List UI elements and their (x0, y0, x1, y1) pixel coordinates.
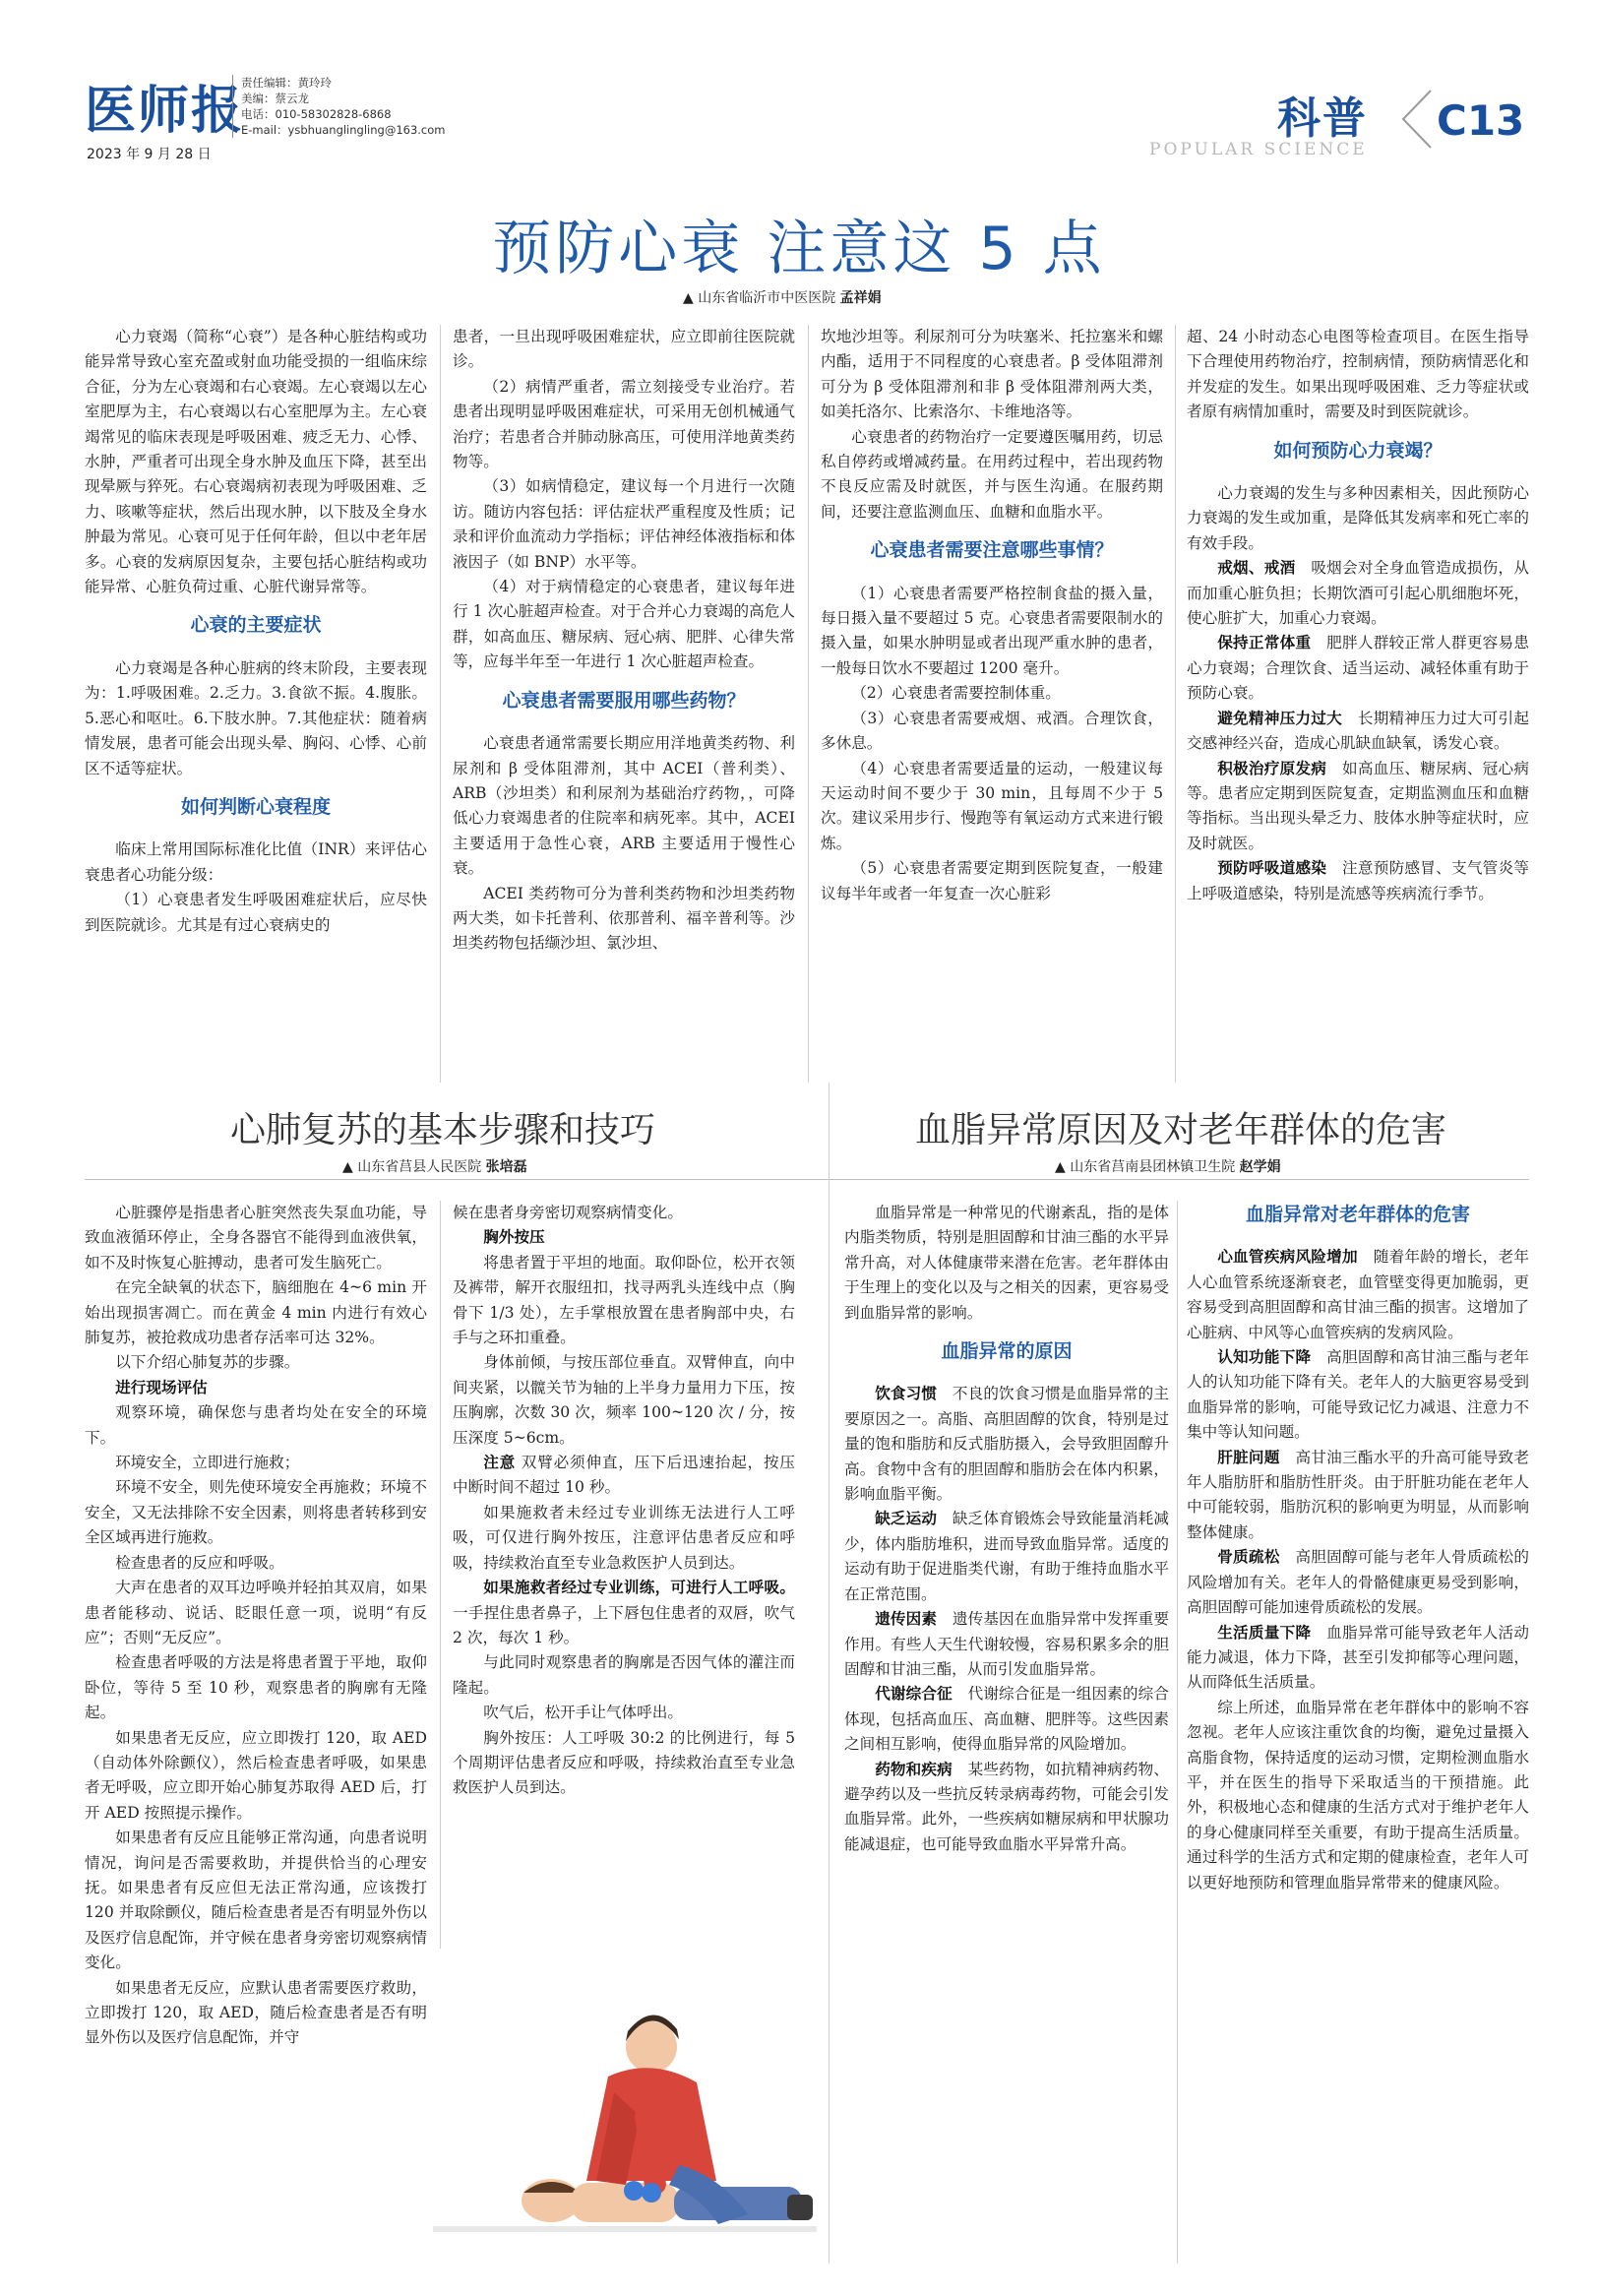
subheading-precautions: 心衰患者需要注意哪些事情？ (870, 539, 1114, 562)
byline-org: ▲ 山东省临沂市中医医院 (683, 290, 836, 306)
column-divider (1175, 325, 1176, 1083)
lead-in: 生活质量下降 (1217, 1623, 1312, 1642)
paragraph (453, 1451, 795, 1501)
subheading-causes: 血脂异常的原因 (941, 1340, 1073, 1363)
paragraph: 候在患者身旁密切观察病情变化。 (453, 1204, 683, 1221)
article-2-byline (342, 1156, 527, 1176)
subheading-prevention: 如何预防心力衰竭？ (1273, 439, 1443, 462)
article-2-column-2 (453, 1201, 795, 1958)
paragraph (1187, 1621, 1529, 1696)
newspaper-logo: 医师报 (85, 81, 245, 141)
editor-info (232, 75, 446, 138)
designer-line: 美编：蔡云龙 (241, 92, 309, 105)
subheading-medication: 心衰患者需要服用哪些药物？ (502, 689, 746, 712)
paragraph-text: 高甘油三酯水平的升高可能导致老年人脂肪肝和脂肪性肝炎。由于肝脏功能在老年人中可能较弱，脂肪沉积的影响更为明显，从而影响整体健康。 (1187, 1448, 1529, 1541)
paragraph (1187, 856, 1529, 906)
paragraph-text: 肥胖人群较正常人群更容易患心力衰竭；合理饮食、适当运动、减轻体重有助于预防心衰。 (1187, 634, 1529, 703)
issue-date: 2023 年 9 月 28 日 (87, 147, 212, 162)
byline-org: ▲ 山东省莒南县团林镇卫生院 (1055, 1159, 1236, 1175)
column-divider (808, 325, 809, 1083)
article-1-column-3 (821, 325, 1163, 1092)
paragraph (844, 1507, 1169, 1607)
paragraph: （3）心衰患者需要戒烟、戒酒。合理饮食，多休息。 (821, 709, 1163, 753)
lead-in: 饮食习惯 (875, 1385, 938, 1403)
lead-in: 保持正常体重 (1217, 634, 1312, 652)
paragraph: 临床上常用国际标准化比值（INR）来评估心衰患者心功能分级： (85, 840, 427, 884)
paragraph: （1）心衰患者需要严格控制食盐的摄入量，每日摄入量不要超过 5 克。心衰患者需要限制水的摄入量，如果水肿明显或者出现严重水肿的患者，一般每日饮水不要超过 1200 毫升。 (821, 584, 1163, 677)
column-divider (829, 1083, 830, 2264)
section-divider (85, 1179, 1529, 1180)
paragraph-text: 一手捏住患者鼻子，上下唇包住患者的双唇，吹气 2 次，每次 1 秒。 (453, 1603, 795, 1646)
paragraph (1187, 1545, 1529, 1620)
article-1-column-1 (85, 325, 427, 1092)
article-3-title: 血脂异常原因及对老年群体的危害 (915, 1110, 1447, 1150)
paragraph (453, 1576, 795, 1650)
paragraph (844, 1682, 1169, 1757)
paragraph: 坎地沙坦等。利尿剂可分为呋塞米、托拉塞米和螺内酯，适用于不同程度的心衰患者。β 受体阻滞剂可分为 β 受体阻滞剂和非 β 受体阻滞剂两大类，如美托洛尔、比索洛尔、卡维地洛等。 (821, 328, 1163, 421)
lead-in: 认知功能下降 (1217, 1348, 1312, 1367)
chevron-left-icon (1395, 85, 1439, 154)
article-3-column-1 (844, 1201, 1169, 2264)
paragraph-text: 吸烟会对全身血管造成损伤，从而加重心脏负担；长期饮酒可引起心肌细胞坏死，使心脏扩大，加重心力衰竭。 (1187, 559, 1529, 628)
paragraph: 心衰患者的药物治疗一定要遵医嘱用药，切忌私自停药或增减药量。在用药过程中，若出现药物不良反应需及时就医，并与医生沟通。在服药期间，还要注意监测血压、血糖和血脂水平。 (821, 427, 1163, 521)
column-divider (440, 1201, 441, 1949)
paragraph: 大声在患者的双耳边呼唤并轻拍其双肩，如果患者能移动、说话、眨眼任意一项，说明“有反应”；否则“无反应”。 (85, 1579, 427, 1646)
masthead (0, 0, 1598, 167)
paragraph: （3）如病情稳定，建议每一个月进行一次随访。随访内容包括：评估症状严重程度及性质；记录和评价血流动力学指标；评估神经体液指标和体液因子（如 BNP）水平等。 (453, 477, 795, 571)
editor-line: 责任编辑：黄玲玲 (241, 76, 332, 90)
phone-line: 电话：010-58302828-6868 (241, 107, 392, 121)
lead-in: 药物和疾病 (875, 1760, 953, 1778)
lead-in: 骨质疏松 (1217, 1548, 1280, 1567)
paragraph (844, 1758, 1169, 1858)
paragraph: （4）对于病情稳定的心衰患者，建议每年进行 1 次心脏超声检查。对于合并心力衰竭的高危人群，如高血压、糖尿病、冠心病、肥胖、心律失常等，应每半年至一年进行 1 次心脏超声检查。 (453, 578, 795, 671)
lead-in: 心血管疾病风险增加 (1217, 1248, 1358, 1267)
paragraph (844, 1382, 1169, 1507)
article-1-title: 预防心衰 注意这 5 点 (492, 215, 1106, 283)
paragraph-text: 遗传基因在血脂异常中发挥重要作用。有些人天生代谢较慢，容易积累多余的胆固醇和甘油三酯，从而引发血脂异常。 (844, 1610, 1169, 1678)
paragraph: 心力衰竭的发生与多种因素相关，因此预防心力衰竭的发生或加重，是降低其发病率和死亡率的有效手段。 (1187, 484, 1529, 552)
page-number: C13 (1437, 96, 1525, 145)
paragraph: 身体前倾，与按压部位垂直。双臂伸直，向中间夹紧，以髋关节为轴的上半身力量用力下压，按压胸廓，次数 30 次，频率 100~120 次 / 分，按压深度 5~6cm。 (453, 1353, 795, 1447)
paragraph: 如果患者无反应，应立即拨打 120，取 AED（自动体外除颤仪），然后检查患者呼吸，如果患者无呼吸，应立即开始心肺复苏取得 AED 后，打开 AED 按照提示操作。 (85, 1728, 427, 1822)
paragraph: 心力衰竭是各种心脏病的终末阶段，主要表现为：1.呼吸困难。2.乏力。3.食欲不振。4.腹胀。5.恶心和呕吐。6.下肢水肿。7.其他症状：随着病情发展，患者可能会出现头晕、胸闷、心悸、心前区不适等症状。 (85, 658, 427, 777)
paragraph: 综上所述，血脂异常在老年群体中的影响不容忽视。老年人应该注重饮食的均衡，避免过量摄入高脂食物，保持适度的运动习惯，定期检测血脂水平，并在医生的指导下采取适当的干预措施。此外，积极地心态和健康的生活方式对于维护老年人的身心健康同样至关重要，有助于提高生活质量。通过科学的生活方式和定期的健康检查，老年人可以更好地预防和管理血脂异常带来的健康风险。 (1187, 1698, 1529, 1892)
step-heading: 进行现场评估 (115, 1378, 208, 1396)
lead-in: 遗传因素 (875, 1610, 938, 1629)
lead-in: 预防呼吸道感染 (1217, 859, 1327, 878)
section-name: 科普 (1277, 93, 1368, 144)
lead-in: 避免精神压力过大 (1217, 709, 1342, 727)
paragraph: 心脏骤停是指患者心脏突然丧失泵血功能，导致血液循环停止，全身各器官不能得到血液供氧，如不及时恢复心脏搏动，患者可发生脑死亡。 (85, 1204, 427, 1272)
article-1-byline (683, 287, 882, 307)
article-2-column-1 (85, 1201, 427, 2264)
article-3-byline (1055, 1156, 1281, 1176)
paragraph: 与此同时观察患者的胸廓是否因气体的灌注而隆起。 (453, 1653, 795, 1697)
paragraph-text: 高胆固醇可能与老年人骨质疏松的风险增加有关。老年人的骨骼健康更易受到影响，高胆固醇可能加速骨质疏松的发展。 (1187, 1548, 1529, 1617)
paragraph-text: 注意预防感冒、支气管炎等上呼吸道感染，特别是流感等疾病流行季节。 (1187, 859, 1529, 902)
paragraph: 在完全缺氧的状态下，脑细胞在 4~6 min 开始出现损害凋亡。而在黄金 4 min 内进行有效心肺复苏，被抢救成功患者存活率可达 32%。 (85, 1278, 427, 1347)
paragraph: （2）病情严重者，需立刻接受专业治疗。若患者出现明显呼吸困难症状，可采用无创机械通气治疗；若患者合并肺动脉高压，可使用洋地黄类药物等。 (453, 377, 795, 471)
paragraph: （4）心衰患者需要适量的运动，一般建议每天运动时间不要少于 30 min，且每周不少于 5 次。建议采用步行、慢跑等有氧运动方式来进行锻炼。 (821, 759, 1163, 852)
paragraph (1187, 757, 1529, 857)
paragraph-text: 如高血压、糖尿病、冠心病等。患者应定期到医院复查，定期监测血压和血糖等指标。当出现头晕乏力、肢体水肿等症状时，应及时就医。 (1187, 759, 1529, 852)
paragraph: （1）心衰患者发生呼吸困难症状后，应尽快到医院就诊。尤其是有过心衰病史的 (85, 891, 427, 934)
paragraph (1187, 1345, 1529, 1446)
paragraph: 检查患者的反应和呼吸。 (115, 1553, 284, 1572)
article-1-column-2 (453, 325, 795, 1092)
paragraph: （5）心衰患者需要定期到医院复查，一般建议每半年或者一年复查一次心脏彩 (821, 859, 1163, 902)
column-divider (1177, 1201, 1178, 2264)
byline-author: 张培磊 (485, 1159, 527, 1175)
paragraph-text: 不良的饮食习惯是血脂异常的主要原因之一。高脂、高胆固醇的饮食，特别是过量的饱和脂肪和反式脂肪摄入，会导致胆固醇升高。食物中含有的胆固醇和脂肪会在体内积累，影响血脂平衡。 (844, 1385, 1169, 1504)
paragraph: 患者，一旦出现呼吸困难症状，应立即前往医院就诊。 (453, 328, 795, 371)
paragraph: 胸外按压：人工呼吸 30:2 的比例进行，每 5 个周期评估患者反应和呼吸，持续救治直至专业急救医护人员到达。 (453, 1728, 795, 1797)
paragraph: 如果施救者未经过专业训练无法进行人工呼吸，可仅进行胸外按压，注意评估患者反应和呼吸，持续救治直至专业急救医护人员到达。 (453, 1503, 795, 1572)
paragraph (1187, 556, 1529, 631)
byline-author: 孟祥娟 (839, 290, 882, 306)
article-3-column-2 (1187, 1201, 1529, 2264)
paragraph (1187, 1446, 1529, 1546)
paragraph-text: 血脂异常可能导致老年人活动能力减退，体力下降，甚至引发抑郁等心理问题，从而降低生活质量。 (1187, 1623, 1529, 1692)
column-divider (440, 325, 441, 1083)
paragraph (1187, 631, 1529, 706)
paragraph: 如果患者有反应且能够正常沟通，向患者说明情况，询问是否需要救助，并提供恰当的心理安抚。如果患者有反应但无法正常沟通，应该拨打 120 并取除颤仪，随后检查患者是否有明显外伤以及医疗信息配饰，并守候在患者身旁密切观察病情变化。 (85, 1829, 427, 1972)
paragraph: 心力衰竭（简称“心衰”）是各种心脏结构或功能异常导致心室充盈或射血功能受损的一组临床综合征，分为左心衰竭和右心衰竭。左心衰竭以左心室肥厚为主，右心衰竭以右心室肥厚为主。左心衰竭常见的临床表现是呼吸困难、疲乏无力、心悸、水肿，严重者可出现全身水肿及血压下降，甚至出现晕厥与猝死。右心衰竭病初表现为呼吸困难、乏力、咳嗽等症状，然后出现水肿，以下肢及全身水肿最为常见。心衰可见于任何年龄，但以中老年居多。心衰的发病原因复杂，主要包括心脏结构或功能异常、心脏负荷过重、心脏代谢异常等。 (85, 328, 427, 596)
paragraph (1187, 707, 1529, 757)
paragraph: 环境不安全，则先使环境安全再施救；环境不安全，又无法排除不安全因素，则将患者转移到安全区域再进行施救。 (85, 1478, 427, 1547)
lead-in: 代谢综合征 (875, 1685, 953, 1704)
byline-author: 赵学娟 (1239, 1159, 1281, 1175)
byline-org: ▲ 山东省莒县人民医院 (342, 1159, 482, 1175)
paragraph-text: 随着年龄的增长，老年人心血管系统逐渐衰老，血管壁变得更加脆弱，更容易受到高胆固醇和高甘油三酯的损害。这增加了心脏病、中风等心血管疾病的发病风险。 (1187, 1248, 1529, 1341)
paragraph: ACEI 类药物可分为普利类药物和沙坦类药物两大类，如卡托普利、依那普利、福辛普利等。沙坦类药物包括缬沙坦、氯沙坦、 (453, 884, 795, 953)
paragraph: 将患者置于平坦的地面。取仰卧位，松开衣领及裤带，解开衣服纽扣，找寻两乳头连线中点（胸骨下 1/3 处），左手掌根放置在患者胸部中央，右手与之环扣重叠。 (453, 1253, 795, 1347)
paragraph: 超、24 小时动态心电图等检查项目。在医生指导下合理使用药物治疗，控制病情，预防病情恶化和并发症的发生。如果出现呼吸困难、乏力等症状或者原有病情加重时，需要及时到医院就诊。 (1187, 328, 1529, 421)
paragraph-text: 高胆固醇和高甘油三酯与老年人的认知功能下降有关。老年人的大脑更容易受到血脂异常的影响，可能导致记忆力减退、注意力不集中等认知问题。 (1187, 1348, 1529, 1442)
lead-in: 注意 (483, 1454, 517, 1472)
paragraph: 检查患者呼吸的方法是将患者置于平地，取仰卧位，等待 5 至 10 秒，观察患者的胸廓有无隆起。 (85, 1653, 427, 1722)
subheading-symptoms: 心衰的主要症状 (190, 614, 322, 637)
step-heading: 胸外按压 (483, 1228, 545, 1247)
paragraph-text: 双臂必须伸直，压下后迅速抬起，按压中断时间不超过 10 秒。 (453, 1454, 795, 1497)
paragraph: 吹气后，松开手让气体呼出。 (483, 1704, 683, 1722)
lead-in: 如果施救者经过专业训练，可进行人工呼吸。 (483, 1579, 795, 1597)
paragraph: 以下介绍心肺复苏的步骤。 (115, 1353, 300, 1372)
paragraph: 环境安全，立即进行施救； (115, 1454, 300, 1472)
article-2-title: 心肺复苏的基本步骤和技巧 (229, 1110, 655, 1150)
paragraph: 观察环境，确保您与患者均处在安全的环境下。 (85, 1403, 427, 1447)
paragraph: （2）心衰患者需要控制体重。 (851, 684, 1061, 703)
lead-in: 缺乏运动 (875, 1510, 938, 1528)
email-line: E-mail：ysbhuanglingling@163.com (241, 123, 446, 137)
lead-in: 戒烟、戒酒 (1217, 559, 1296, 578)
lead-in: 肝脏问题 (1217, 1448, 1280, 1466)
article-1-column-4 (1187, 325, 1529, 1092)
subheading-severity: 如何判断心衰程度 (180, 795, 331, 818)
paragraph: 如果患者无反应，应默认患者需要医疗救助，立即拨打 120，取 AED，随后检查患者是否有明显外伤以及医疗信息配饰，并守 (85, 1978, 427, 2047)
lead-in: 积极治疗原发病 (1217, 759, 1327, 777)
paragraph (844, 1607, 1169, 1682)
paragraph: 血脂异常是一种常见的代谢紊乱，指的是体内脂类物质，特别是胆固醇和甘油三酯的水平异常升高，对人体健康带来潜在危害。老年群体由于生理上的变化以及与之相关的因素，更容易受到血脂异常的影响。 (844, 1204, 1169, 1322)
cpr-illustration-icon (433, 1958, 817, 2254)
paragraph-text: 缺乏体育锻炼会导致能量消耗减少，体内脂肪堆积，进而导致血脂异常。适度的运动有助于促进脂类代谢，有助于维持血脂水平在正常范围。 (844, 1510, 1169, 1603)
paragraph-text: 某些药物，如抗精神病药物、避孕药以及一些抗反转录病毒药物，可能会引发血脂异常。此外，一些疾病如糖尿病和甲状腺功能减退症，也可能导致血脂水平异常升高。 (844, 1760, 1169, 1853)
paragraph (1187, 1245, 1529, 1345)
paragraph-text: 长期精神压力过大可引起交感神经兴奋，造成心肌缺血缺氧，诱发心衰。 (1187, 709, 1529, 753)
subheading-harms: 血脂异常对老年群体的危害 (1245, 1204, 1470, 1225)
paragraph-text: 代谢综合征是一组因素的综合体现，包括高血压、高血糖、肥胖等。这些因素之间相互影响，使得血脂异常的风险增加。 (844, 1685, 1169, 1754)
paragraph: 心衰患者通常需要长期应用洋地黄类药物、利尿剂和 β 受体阻滞剂，其中 ACEI（普利类）、ARB（沙坦类）和利尿剂为基础治疗药物，，可降低心力衰竭患者的住院率和病死率。其中，ACEI 主要适用于急性心衰，ARB 主要适用于慢性心衰。 (453, 734, 795, 878)
section-name-english: POPULAR SCIENCE (1149, 140, 1368, 159)
